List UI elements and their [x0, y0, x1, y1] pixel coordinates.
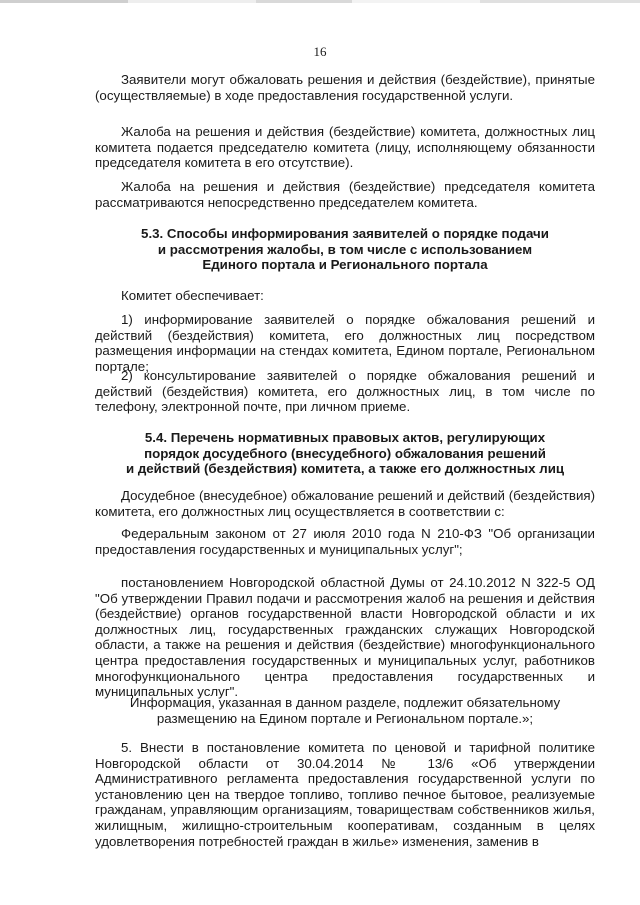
paragraph-appeal-rights: Заявители могут обжаловать решения и действия (бездействие), принятые (осуществляемые) в ходе предоставления государственной услуги. — [95, 72, 595, 103]
paragraph-pretrial-appeal: Досудебное (внесудебное) обжалование решений и действий (бездействия) комитета, его должностных лиц осуществляется в соответствии с: — [95, 488, 595, 519]
section-heading-5-3: 5.3. Способы информирования заявителей о порядке подачи и рассмотрения жалобы, в том числе с использованием Единого портала и Регионального портала — [141, 226, 549, 273]
paragraph-regional-resolution: постановлением Новгородской областной Думы от 24.10.2012 N 322-5 ОД "Об утверждении Правил подачи и рассмотрения жалоб на решения и действия (бездействие) органов государственной власти Новгородской области и их должностных лиц, государственных гражданских служащих Новгородской области, а также на решения и действия (бездействие) многофункционального центра предоставления государственных и муниципальных услуг, работников многофункционального центра предоставления государственных и муниципальных услуг". — [95, 575, 595, 700]
paragraph-item-2: 2) консультирование заявителей о порядке обжалования решений и действий (бездействия) комитета, его должностных лиц, в том числе по телефону, электронной почте, при личном приеме. — [95, 368, 595, 415]
paragraph-committee-provides: Комитет обеспечивает: — [121, 288, 264, 303]
paragraph-amendment-5: 5. Внести в постановление комитета по ценовой и тарифной политике Новгородской области от 30.04.2014 № 13/6 «Об утверждении Административного регламента предоставления государственной услуги по установлению цен на твердое топливо, топливо печное бытовое, реализуемые гражданам, управляющим организациям, товариществам собственников жилья, жилищным, жилищно-строительным кооперативам, созданным в целях удовлетворения потребностей граждан в жилье» изменения, заменив в — [95, 740, 595, 849]
paragraph-complaint-to-chairman: Жалоба на решения и действия (бездействие) комитета, должностных лиц комитета подается председателю комитета (лицу, исполняющему обязанности председателя комитета в его отсутствие). — [95, 124, 595, 171]
paragraph-item-1: 1) информирование заявителей о порядке обжалования решений и действий (бездействия) комитета, его должностных лиц посредством размещения информации на стендах комитета, Едином портале, Региональном портале; — [95, 312, 595, 374]
paragraph-chairman-complaint: Жалоба на решения и действия (бездействие) председателя комитета рассматриваются непосредственно председателем комитета. — [95, 179, 595, 210]
page-number: 16 — [313, 44, 327, 59]
section-heading-5-4: 5.4. Перечень нормативных правовых актов, регулирующих порядок досудебного (внесудебного) обжалования решений и действий (бездействия) комитета, а также его должностных лиц — [125, 430, 565, 477]
paragraph-information-placement: Информация, указанная в данном разделе, подлежит обязательному размещению на Едином портале и Региональном портале.»; — [129, 695, 561, 726]
paragraph-federal-law: Федеральным законом от 27 июля 2010 года N 210-ФЗ "Об организации предоставления государственных и муниципальных услуг"; — [95, 526, 595, 557]
scan-artifact-edge — [0, 0, 640, 3]
